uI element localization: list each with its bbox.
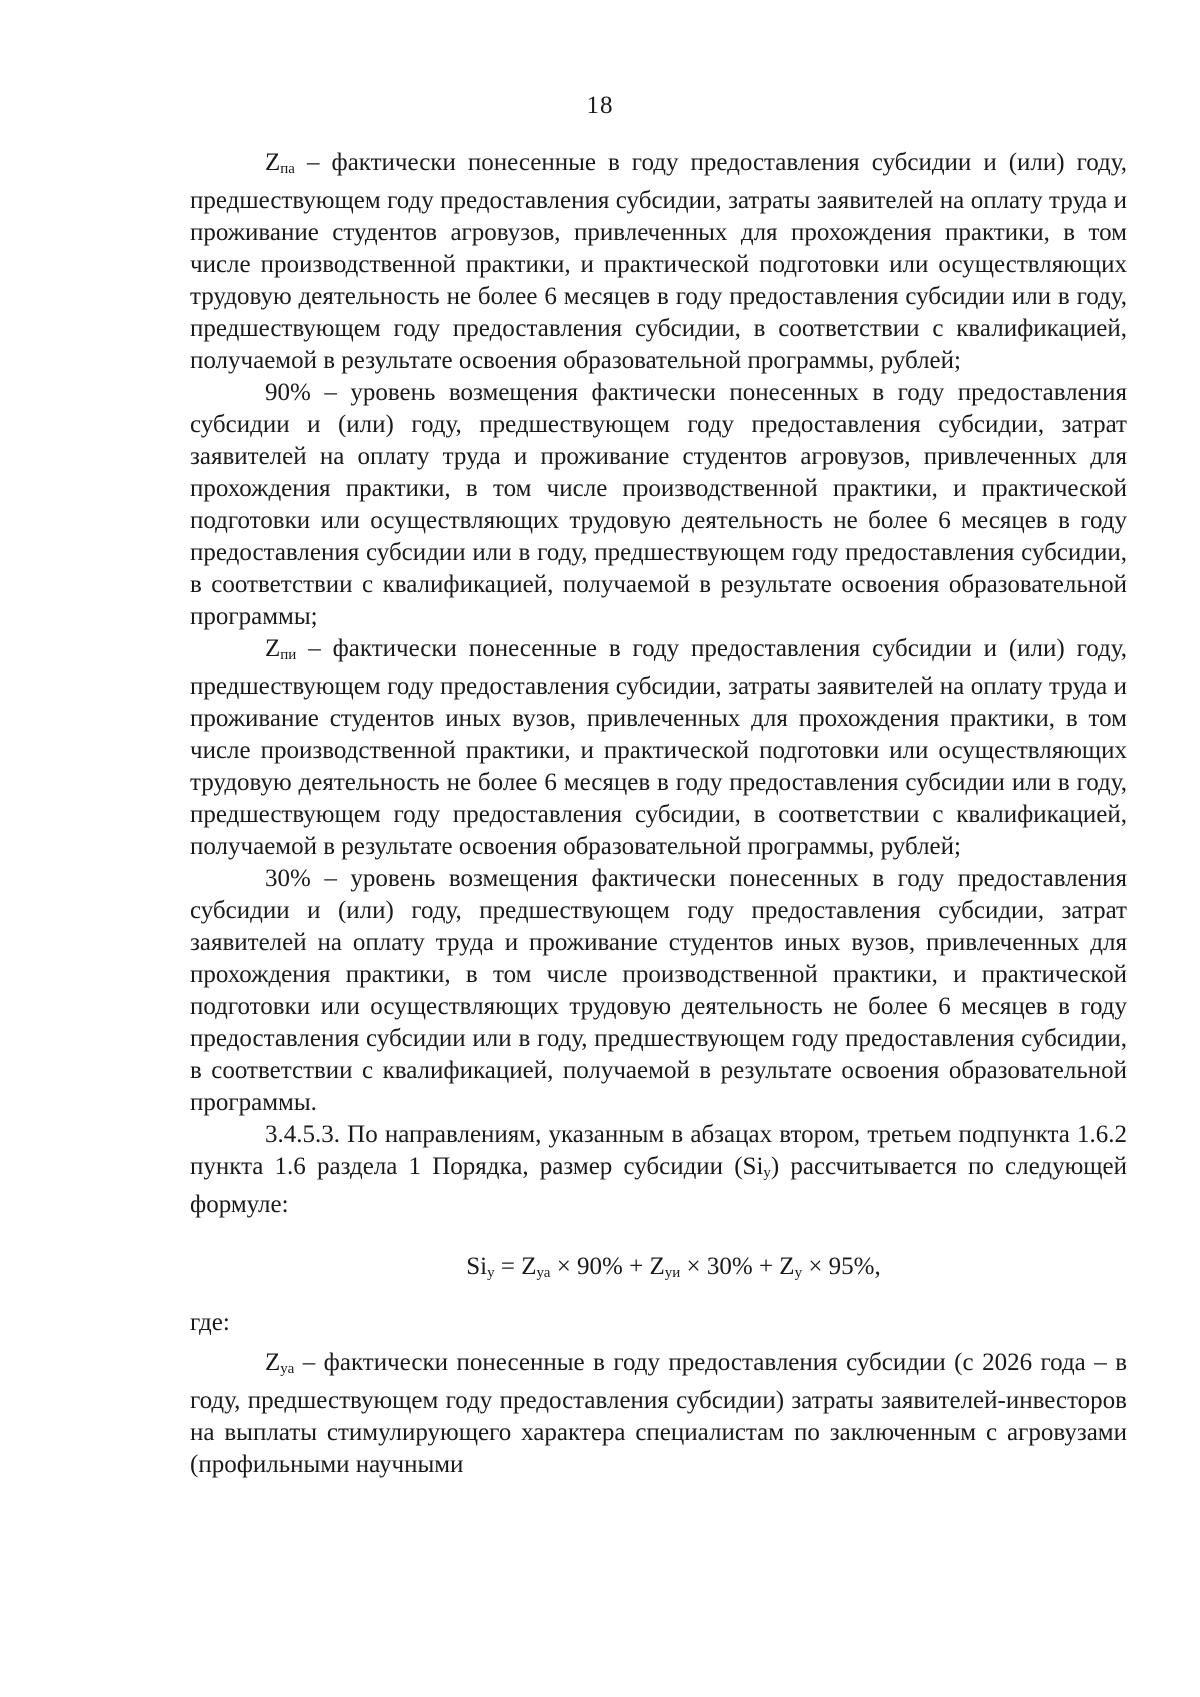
paragraph-rate-90: 90% – уровень возмещения фактически понесенных в году предоставления субсидии и (или) году, предшествующем году предоставления субсидии, затрат заявителей на оплату труда и проживание студентов агровузов, привлеченных для прохождения практики, в том числе производственной практики, и практической подготовки или осуществляющих трудовую деятельность не более 6 месяцев в году предоставления субсидии или в году, предшествующем году предоставления субсидии, в соответствии с квалификацией, получаемой в результате освоения образовательной программы; — [190, 379, 1127, 630]
paragraph-3-4-5-3: 3.4.5.3. По направлениям, указанным в абзацах втором, третьем подпункта 1.6.2 пункта 1.6 раздела 1 Порядка, размер субсидии $(Si_у)$ рассчитывается по следующей формуле: — [190, 1121, 1127, 1218]
paragraph-rate-30: 30% – уровень возмещения фактически понесенных в году предоставления субсидии и (или) году, предшествующем году предоставления субсидии, затрат заявителей на оплату труда и проживание студентов иных вузов, привлеченных для прохождения практики, в том числе производственной практики, и практической подготовки или осуществляющих трудовую деятельность не более 6 месяцев в году предоставления субсидии или в году, предшествующем году предоставления субсидии, в соответствии с квалификацией, получаемой в результате освоения образовательной программы. — [190, 865, 1127, 1116]
paragraph-z-pa: $Z_{па}$ – фактически понесенные в году предоставления субсидии и (или) году, предшествующем году предоставления субсидии, затраты заявителей на оплату труда и проживание студентов агровузов, привлеченных для прохождения практики, в том числе производственной практики, и практической подготовки или осуществляющих трудовую деятельность не более 6 месяцев в году предоставления субсидии или в году, предшествующем году предоставления субсидии, в соответствии с квалификацией, получаемой в результате освоения образовательной программы, рублей; — [190, 149, 1127, 374]
subsidy-formula: $Si_у = Z_{уа} \times 90\% + Z_{уи} \times 30\% + Z_у \times 95\%$, — [466, 1253, 881, 1281]
paragraph-z-ua: $Z_{уа}$ – фактически понесенные в году предоставления субсидии (с 2026 года – в году, предшествующем году предоставления субсидии) затраты заявителей-инвесторов на выплаты стимулирующего характера специалистам по заключенным с агровузами (профильными научными — [190, 1349, 1127, 1478]
page-number: 18 — [586, 92, 614, 119]
symbol-z-pa: $Z_{па}$ — [265, 149, 295, 177]
document-body — [190, 147, 1127, 1481]
paragraph-z-pi: $Z_{пи}$ – фактически понесенные в году предоставления субсидии и (или) году, предшествующем году предоставления субсидии, затраты заявителей на оплату труда и проживание студентов иных вузов, привлеченных для прохождения практики, в том числе производственной практики, и практической подготовки или осуществляющих трудовую деятельность не более 6 месяцев в году предоставления субсидии или в году, предшествующем году предоставления субсидии, в соответствии с квалификацией, получаемой в результате освоения образовательной программы, рублей; — [190, 635, 1127, 860]
where-label: где: — [190, 1309, 230, 1336]
symbol-z-ua: $Z_{уа}$ — [265, 1349, 295, 1377]
symbol-z-pi: $Z_{пи}$ — [265, 635, 297, 663]
